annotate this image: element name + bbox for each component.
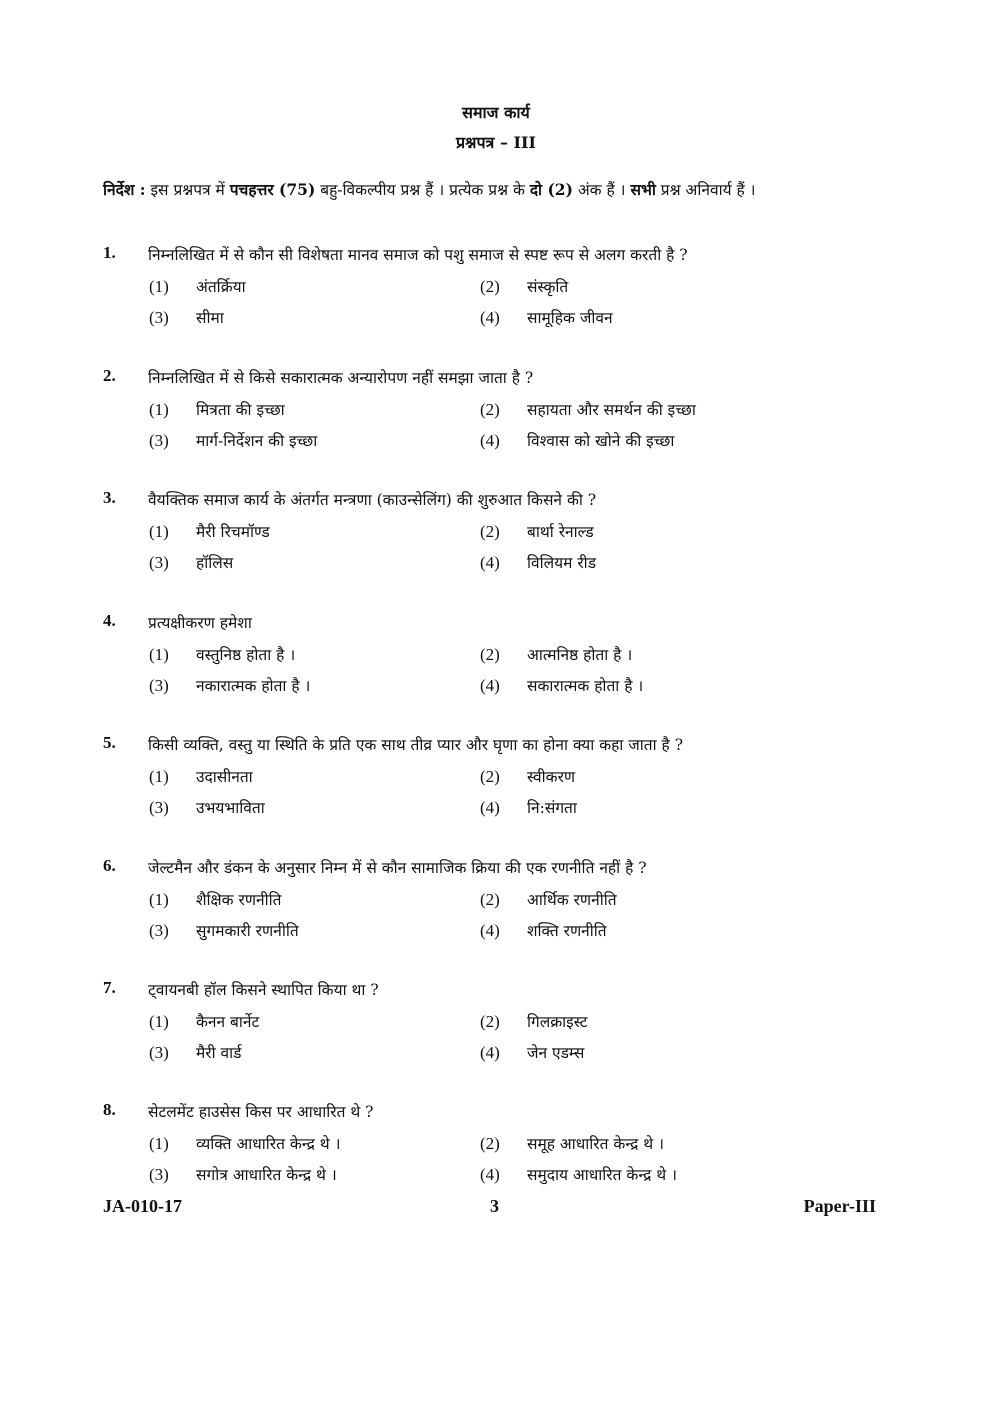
option-2	[480, 398, 696, 420]
option-4	[480, 429, 674, 451]
option-2	[480, 520, 594, 542]
option-number: (4)	[480, 921, 500, 940]
option-text: सामूहिक जीवन	[527, 309, 613, 327]
option-4	[480, 796, 577, 818]
question-number: 2.	[103, 366, 116, 385]
option-number: (4)	[480, 676, 500, 695]
option-number: (2)	[480, 645, 500, 664]
option-text: उदासीनता	[196, 768, 253, 786]
option-text: संस्कृति	[527, 278, 569, 296]
option-text: गिलक्राइस्ट	[527, 1013, 588, 1031]
option-number: (4)	[480, 553, 500, 572]
option-text: सुगमकारी रणनीति	[196, 922, 299, 940]
option-number: (4)	[480, 1165, 500, 1184]
option-number: (1)	[149, 522, 169, 541]
option-text: वस्तुनिष्ठ होता है ।	[196, 646, 296, 664]
option-text: विलियम रीड	[527, 554, 596, 572]
footer-page-number: 3	[490, 1196, 499, 1216]
option-1	[149, 398, 285, 420]
subject-title: समाज कार्य	[462, 103, 530, 122]
question-text: जेल्टमैन और डंकन के अनुसार निम्न में से कौन सामाजिक क्रिया की एक रणनीति नहीं है ?	[148, 859, 647, 877]
option-3	[149, 796, 265, 818]
option-number: (3)	[149, 1043, 169, 1062]
option-number: (3)	[149, 921, 169, 940]
option-3	[149, 551, 233, 573]
option-number: (4)	[480, 431, 500, 450]
instructions-part4: प्रश्न अनिवार्य हैं ।	[655, 181, 756, 199]
option-1	[149, 643, 295, 665]
option-text: मित्रता की इच्छा	[196, 401, 285, 419]
option-text: विश्वास को खोने की इच्छा	[527, 432, 675, 450]
option-number: (1)	[149, 1012, 169, 1031]
question-text: ट्वायनबी हॉल किसने स्थापित किया था ?	[148, 981, 379, 999]
option-text: आर्थिक रणनीति	[527, 891, 617, 909]
option-number: (3)	[149, 308, 169, 327]
option-number: (1)	[149, 400, 169, 419]
option-number: (4)	[480, 308, 500, 327]
option-1	[149, 888, 282, 910]
option-number: (3)	[149, 1165, 169, 1184]
option-number: (1)	[149, 890, 169, 909]
option-1	[149, 765, 253, 787]
option-4	[480, 1163, 677, 1185]
option-text: शैक्षिक रणनीति	[196, 891, 282, 909]
option-3	[149, 429, 317, 451]
option-1	[149, 520, 270, 542]
option-text: समूह आधारित केन्द्र थे ।	[527, 1135, 664, 1153]
option-4	[480, 1041, 584, 1063]
option-number: (3)	[149, 431, 169, 450]
question-number: 3.	[103, 488, 116, 507]
instructions-prefix: निर्देश :	[103, 180, 146, 199]
option-number: (1)	[149, 1134, 169, 1153]
instructions-all: सभी	[630, 180, 656, 199]
option-text: स्वीकरण	[527, 768, 576, 786]
instructions-marks: दो (2)	[529, 180, 573, 199]
option-4	[480, 306, 613, 328]
option-number: (3)	[149, 553, 169, 572]
option-text: आत्मनिष्ठ होता है ।	[527, 646, 633, 664]
option-text: बार्था रेनाल्ड	[527, 523, 594, 541]
option-number: (2)	[480, 1012, 500, 1031]
option-2	[480, 275, 568, 297]
option-number: (1)	[149, 645, 169, 664]
option-number: (2)	[480, 522, 500, 541]
option-3	[149, 1041, 241, 1063]
question-text: निम्नलिखित में से किसे सकारात्मक अन्यारोपण नहीं समझा जाता है ?	[148, 369, 534, 387]
question-number: 1.	[103, 243, 116, 262]
instructions-part2: बहु-विकल्पीय प्रश्न हैं । प्रत्येक प्रश्न के	[315, 181, 530, 199]
footer-exam-code: JA-010-17	[103, 1196, 182, 1216]
option-1	[149, 1010, 259, 1032]
option-3	[149, 674, 310, 696]
option-4	[480, 551, 596, 573]
option-number: (2)	[480, 400, 500, 419]
option-number: (2)	[480, 1134, 500, 1153]
option-text: अंतर्क्रिया	[196, 278, 246, 296]
option-text: सगोत्र आधारित केन्द्र थे ।	[196, 1166, 337, 1184]
option-number: (4)	[480, 1043, 500, 1062]
option-text: मैरी रिचमॉण्ड	[196, 523, 270, 541]
option-number: (2)	[480, 890, 500, 909]
option-2	[480, 643, 632, 665]
option-2	[480, 1010, 588, 1032]
question-number: 7.	[103, 978, 116, 997]
instructions	[103, 178, 893, 200]
option-2	[480, 888, 617, 910]
paper-title: प्रश्नपत्र – III	[456, 133, 536, 152]
question-number: 8.	[103, 1100, 116, 1119]
option-text: समुदाय आधारित केन्द्र थे ।	[527, 1166, 677, 1184]
option-text: नकारात्मक होता है ।	[196, 677, 311, 695]
option-text: मैरी वार्ड	[196, 1044, 242, 1062]
option-number: (3)	[149, 676, 169, 695]
question-text: सेटलमेंट हाउसेस किस पर आधारित थे ?	[148, 1103, 374, 1121]
question-number: 6.	[103, 856, 116, 875]
option-text: उभयभाविता	[196, 799, 265, 817]
option-text: जेन एडम्स	[527, 1044, 585, 1062]
question-number: 4.	[103, 611, 116, 630]
instructions-count: पचहत्तर (75)	[229, 180, 316, 199]
question-text: निम्नलिखित में से कौन सी विशेषता मानव समाज को पशु समाज से स्पष्ट रूप से अलग करती है ?	[148, 246, 688, 264]
option-text: व्यक्ति आधारित केन्द्र थे ।	[196, 1135, 341, 1153]
option-2	[480, 1132, 664, 1154]
option-number: (3)	[149, 798, 169, 817]
option-4	[480, 674, 643, 696]
option-3	[149, 1163, 337, 1185]
question-text: किसी व्यक्ति, वस्तु या स्थिति के प्रति एक साथ तीव्र प्यार और घृणा का होना क्या कहा जाता है ?	[148, 736, 684, 754]
option-4	[480, 919, 607, 941]
option-3	[149, 919, 299, 941]
option-3	[149, 306, 224, 328]
option-1	[149, 1132, 340, 1154]
option-number: (2)	[480, 767, 500, 786]
option-number: (4)	[480, 798, 500, 817]
question-number: 5.	[103, 733, 116, 752]
option-text: शक्ति रणनीति	[527, 922, 607, 940]
option-text: कैनन बार्नेट	[196, 1013, 260, 1031]
option-text: नि:संगता	[527, 799, 577, 817]
option-text: हॉलिस	[196, 554, 234, 572]
footer-paper-label: Paper-III	[803, 1196, 876, 1216]
option-text: सीमा	[196, 309, 224, 327]
option-number: (1)	[149, 277, 169, 296]
option-number: (1)	[149, 767, 169, 786]
option-2	[480, 765, 575, 787]
option-1	[149, 275, 246, 297]
option-number: (2)	[480, 277, 500, 296]
question-text: वैयक्तिक समाज कार्य के अंतर्गत मन्त्रणा (काउन्सेलिंग) की शुरुआत किसने की ?	[148, 491, 597, 509]
question-text: प्रत्यक्षीकरण हमेशा	[148, 614, 252, 632]
option-text: सकारात्मक होता है ।	[527, 677, 644, 695]
option-text: सहायता और समर्थन की इच्छा	[527, 401, 696, 419]
instructions-part3: अंक हैं ।	[572, 181, 631, 199]
instructions-part1: इस प्रश्नपत्र में	[145, 181, 230, 199]
option-text: मार्ग-निर्देशन की इच्छा	[196, 432, 318, 450]
